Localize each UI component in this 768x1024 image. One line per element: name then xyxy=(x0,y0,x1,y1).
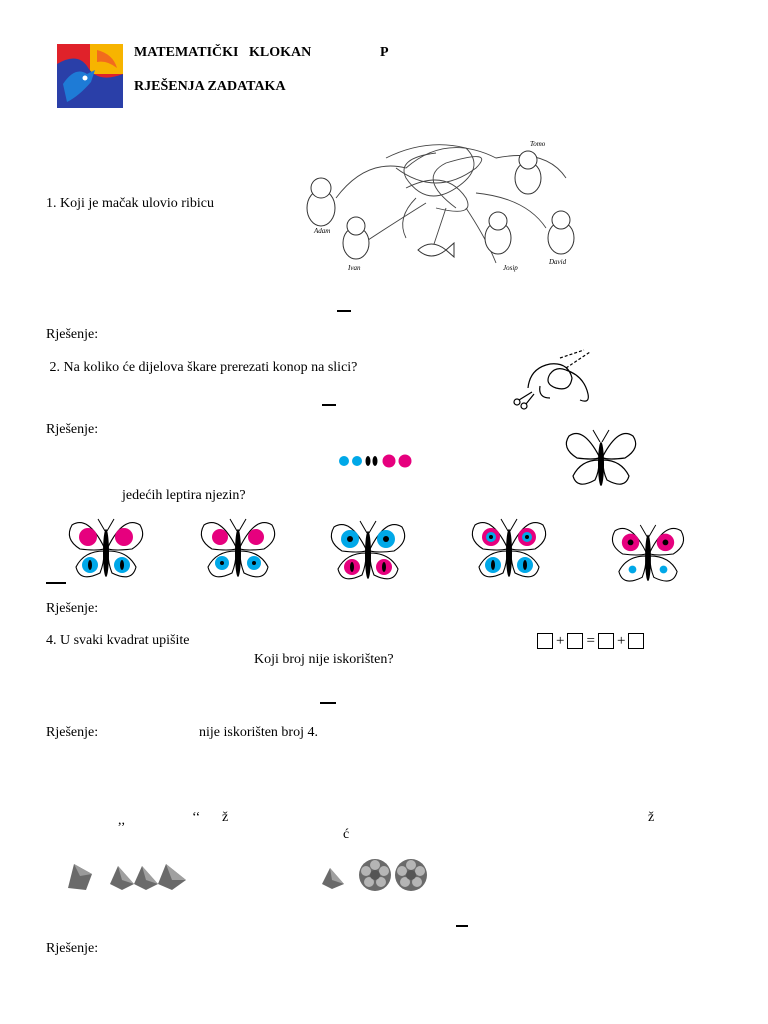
sequence-blue-dot-2 xyxy=(352,456,362,466)
single-gem-shape xyxy=(320,864,346,890)
doc-title: MATEMATIČKI KLOKAN xyxy=(134,45,312,60)
cat-name-josip: Josip xyxy=(503,264,518,272)
equation-box-1 xyxy=(537,633,553,649)
task1-answer-mark xyxy=(337,310,351,312)
task5-solution-label: Rješenje: xyxy=(46,941,99,956)
equation-plus-2: + xyxy=(616,633,626,650)
task5-char-z1: ž xyxy=(222,810,229,825)
butterfly-option-d xyxy=(469,517,549,583)
cats-fishing-illustration xyxy=(296,138,606,274)
equation-boxes xyxy=(537,633,644,649)
butterfly-option-c xyxy=(328,519,408,585)
task4-solution-text: nije iskorišten broj 4. xyxy=(199,725,318,740)
equation-box-4 xyxy=(628,633,644,649)
klokan-logo xyxy=(57,44,123,108)
equation-equals: = xyxy=(586,633,595,650)
task3-solution-label: Rješenje: xyxy=(46,601,99,616)
task4-answer-mark xyxy=(320,702,336,704)
task3-question: jedećih leptira njezin? xyxy=(122,488,246,503)
cat-name-ivan: Ivan xyxy=(348,264,361,272)
cat-name-adam: Adam xyxy=(314,227,331,235)
task1-question: 1. Koji je mačak ulovio ribicu xyxy=(46,196,214,211)
task4-question-2: Koji broj nije iskorišten? xyxy=(254,652,394,667)
task5-char-c: ć xyxy=(343,827,350,842)
doc-subtitle: RJEŠENJA ZADATAKA xyxy=(134,79,286,94)
sequence-black-mark-2 xyxy=(373,456,378,466)
butterfly-option-b xyxy=(198,517,278,583)
task2-question: 2. Na koliko će dijelova škare prerezati konop na slici? xyxy=(46,360,358,375)
cat-name-david: David xyxy=(549,258,567,266)
butterfly-outline xyxy=(563,428,639,492)
scissors-rope-illustration xyxy=(510,348,598,412)
task4-question: 4. U svaki kvadrat upišite xyxy=(46,633,190,648)
doc-level: P xyxy=(380,45,389,60)
cat-name-tomo: Tomo xyxy=(530,140,546,148)
task4-solution-label: Rješenje: xyxy=(46,725,99,740)
sequence-blue-dot-1 xyxy=(339,456,349,466)
task5-quote-open: ,, xyxy=(118,813,125,828)
butterfly-option-a xyxy=(66,517,146,583)
task1-solution-label: Rješenje: xyxy=(46,327,99,342)
equation-plus-1: + xyxy=(556,633,565,650)
task2-solution-label: Rješenje: xyxy=(46,422,99,437)
equation-box-2 xyxy=(567,633,583,649)
task2-answer-mark xyxy=(322,404,336,406)
task5-quote-close: ‘‘ xyxy=(192,810,201,825)
flower-shapes xyxy=(358,858,430,892)
gem-shapes-group xyxy=(66,860,188,892)
sequence-pink-dot-2 xyxy=(399,455,412,468)
equation-box-3 xyxy=(598,633,614,649)
task5-answer-mark xyxy=(456,925,468,927)
task3-answer-mark xyxy=(46,582,66,584)
caterpillar-sequence xyxy=(338,452,418,470)
sequence-black-mark-1 xyxy=(366,456,371,466)
task5-char-z2: ž xyxy=(648,810,655,825)
butterfly-option-e xyxy=(609,523,687,587)
sequence-pink-dot-1 xyxy=(383,455,396,468)
